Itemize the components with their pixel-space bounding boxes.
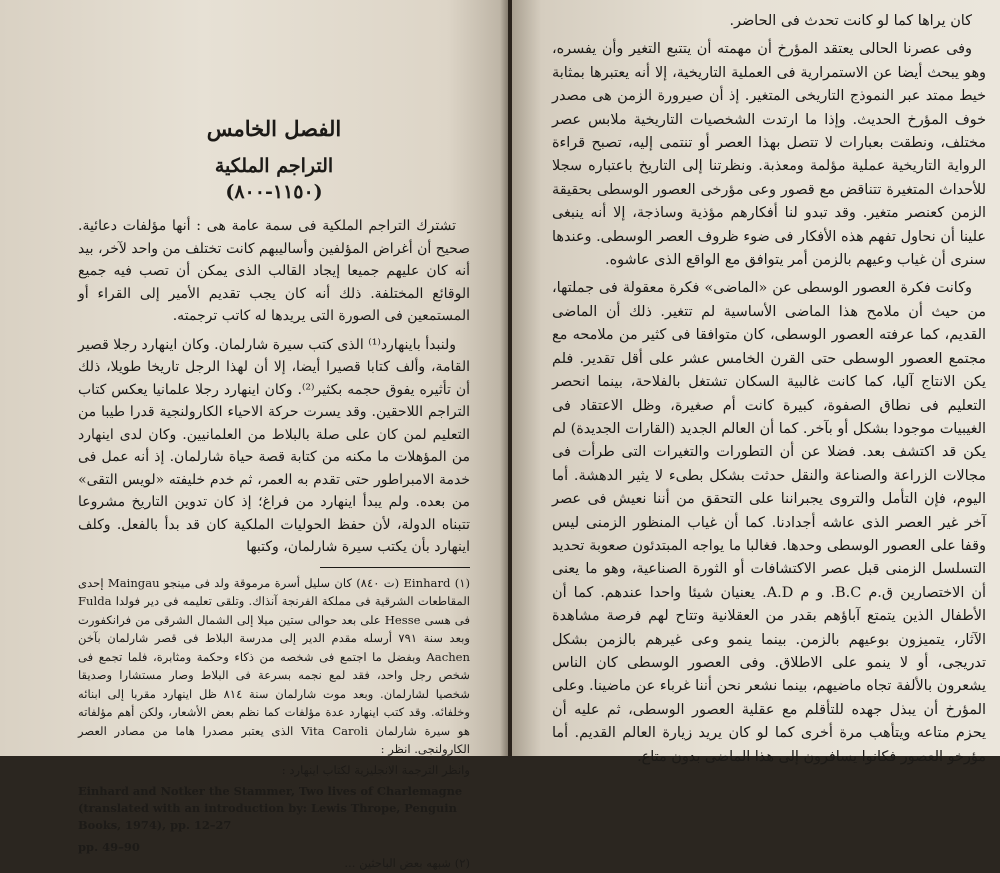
- chapter-title: التراجم الملكية: [214, 155, 334, 177]
- footnote-2-start: (٢) شبهه بعض الباحثين ...: [344, 856, 470, 870]
- right-paragraph-2: وفى عصرنا الحالى يعتقد المؤرخ أن مهمته أن يتتبع التغير وأن يفسره، وهو يبحث أيضا عن الاستمرارية فى العملية التاريخية، إلا أنه يعتبرها بمثابة خيط ممتد عبر النموذج التاريخى المتغير. إذ أن صيرورة الزمن هى مصدر خوف المؤرخ الحديث. وإذا ما ارتدت الشخصيات التاريخية ملابس عصر مختلف، ونطقت بعبارات لا تتصل بهذا العصر أو تنتمى إليه، تصبح قراءة الرواية التاريخية عملية مؤلمة ومعذبة. ونظرتنا إلى التاريخ باعتباره سجلا للأحداث المتغيرة تتناقض مع قصور وعى مؤرخى العصور الوسطى بحقيقة الزمن كعنصر متغير. وقد تبدو لنا أفكارهم مؤذية وساذجة، إلا أنه ينبغى علينا أن نحاول تفهم هذه الأفكار فى ضوء ظروف العصر الوسطى. وعندها سنرى أن غياب وعيهم بالزمن أمر يتوافق مع الواقع الذى عاشوه.: [552, 41, 986, 269]
- left-paragraph-2: ولنبدأ باينهارد⁽¹⁾ الذى كتب سيرة شارلمان. وكان اينهارد رجلا قصير القامة، وألف كتابا قصيرا أيضا، إلا أن لهذا الرجل تاريخا طويلا، ذلك أن تأثيره يفوق حجمه بكثير⁽²⁾. وكان اينهارد رجلا علمانيا يعكس كتاب التراجم اللاحقين. وقد يسرت حركة الاحياء الكارولنجية قدرا طيبا من التعليم لمن كان على صلة بالبلاط من العلمانيين. وكان لدى اينهارد من المؤهلات ما مكنه من كتابة قصة حياة شارلمان. إذ أنه عمل فى خدمة الامبراطور حتى تقدم به العمر، ثم خدم خليفته «لويس التقى» من بعده. ولم يبدأ اينهارد من فراغ؛ إذ كان تدوين التاريخ مشروعا تتبناه الدولة، لأن حفظ الحوليات الملكية كان قد بدأ بالفعل. وكلف اينهارد بأن يكتب سيرة شارلمان، وكتبها: [78, 336, 471, 555]
- left-paragraph-1: تشترك التراجم الملكية فى سمة عامة هى : أنها مؤلفات دعائية. صحيح أن أغراض المؤلفين وأساليبهم كانت تختلف من واحد لآخر، بيد أنه كان عليهم جميعا إيجاد القالب الذى يمكن أن تصب فيه جميع الوقائع المختلفة. ذلك أنه كان يجب تقديم الأمير إلى القراء أو المستمعين فى الصورة التى يريدها له كاتب ترجمته.: [78, 218, 470, 324]
- footnote-english-citation: Einhard and Notker the Stammer, Two lives of Charlemagne (translated with an introduction by: Lewis Thrope, Penguin Books, 1974), pp. 12–27: [78, 784, 463, 832]
- footnote-1: (١) Einhard (ت ٨٤٠) كان سليل أسرة مرموقة ولد فى مينجو Maingau إحدى المقاطعات الشرقية فى مملكة الفرنجة آنذاك. وتلقى تعليمه فى دير فولدا Fulda فى هسى Hesse على بعد حوالى ستين ميلا إلى الشمال الشرقى من فرانكفورت وبعد سنة ٧٩١ أرسله مقدم الدير إلى مدرسة البلاط فى قصر شارلمان بآخن Aachen وبفضل ما اجتمع فى شخصه من ذكاء وحكمة ومثابرة، فلما تجمع فى شخص رجل واحد، فقد لمع نجمه بسرعة فى البلاط وصار مستشارا وصديقا شخصيا لشارلمان. وبعد موت شارلمان سنة ٨١٤ ظل اينهارد مقربا إلى ابنائه وخلفائه. وقد كتب اينهارد عدة مؤلفات كما نظم بعض الأشعار، ولكن أهم مؤلفاته هو سيرة شارلمان Vita Caroli الذى يعتبر مصدرا هاما من مصادر العصر الكارولنجى. انظر :: [78, 575, 471, 756]
- right-paragraph-3: وكانت فكرة العصور الوسطى عن «الماضى» فكرة معقولة فى جملتها، من حيث أن ملامح هذا الماضى الأساسية لم تتغير. ذلك أن الماضى القديم، كما عرفته العصور الوسطى، كان متوافقا فى كثير من ملامحه مع مجتمع العصور الوسطى حتى القرن الخامس عشر على أقل تقدير. فلم يكن الانتاج آليا، كما كانت غالبية السكان تشتغل بالفلاحة، بينما انحصر التعليم فى نطاق الصفوة، كبيرة كانت أم صغيرة، وظل الاعتقاد فى الغيبيات موجودا بشكل أو بآخر. كما أن العالم الجديد (القارات الجديدة) لم يكن قد اكتشف بعد. فضلا عن أن التطورات والتغيرات التى طرأت فى مجالات الزراعة والصناعة والنقل حدثت بشكل بطىء لا يثير الدهشة. أما اليوم، فإن التأمل والتروى يجبراننا على التحقق من أننا نعيش فى عصر آخر غير العصر الذى عاشه أجدادنا. كما أن غياب المنظور الزمنى ليس وقفا على العصور الوسطى وحدها. فغالبا ما يواجه المبتدئون صعوبة تحديد التسلسل الزمنى قبل عصر الاكتشافات أو الثورة الصناعية، وهو ما يعنى أن الاختصارين ق.م B.C. و م A.D. يعنيان شيئا واحدا عندهم. كما أن الأطفال الذين يتمتع آباؤهم بقدر من العقلانية وتتاح لهم فرصة مشاهدة الآثار، يتميزون بوعيهم بالزمن. بينما ينمو وعى غيرهم بالزمن بشكل تدريجى، أو لا ينمو على الاطلاق. وفى العصور الوسطى كان الناس يشعرون بالألفة تجاه ماضيهم، بينما نشعر نحن أننا غرباء عن ماضينا. وعلى المؤرخ أن يبذل جهده للتأقلم مع عقلية العصور الوسطى، ثم عليه أن يحزم متاعه ويتأهب مرة أخرى كما لو كان يريد زيارة العالم القديم. أما مؤرخو العصور فكانوا يسافرون إلى هذا الماضى بدون متاع.: [552, 280, 986, 765]
- footnote-translation-note: وانظر الترجمة الانجليزية لكتاب اينهارد :: [281, 762, 470, 777]
- right-page-body: [552, 10, 986, 769]
- chapter-label: الفصل الخامس: [206, 116, 342, 141]
- chapter-dates: (١١٥٠-٨٠٠): [225, 181, 323, 203]
- left-page-body: [78, 116, 470, 873]
- footnote-page-range: pp. 49–90: [78, 840, 140, 854]
- right-paragraph-1: كان يراها كما لو كانت تحدث فى الحاضر.: [729, 13, 972, 29]
- right-page: [512, 0, 1000, 765]
- footnote-divider: [320, 567, 470, 568]
